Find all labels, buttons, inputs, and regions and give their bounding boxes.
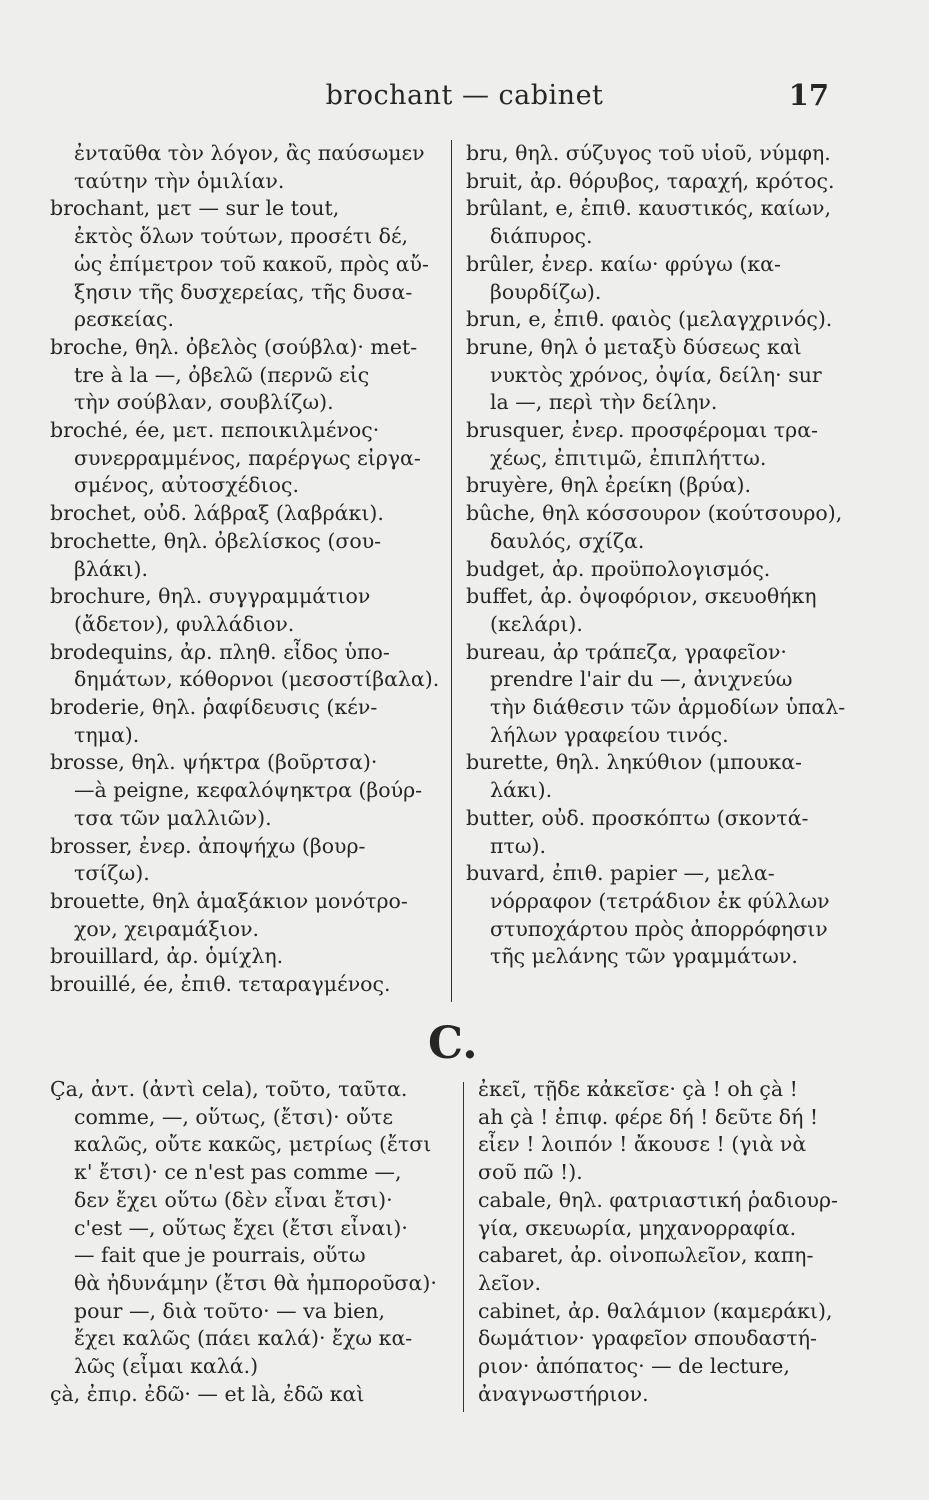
- entry-line: comme, —, οὕτως, (ἔτσι)· οὔτε: [74, 1104, 393, 1129]
- entry-line: (κελάρι).: [490, 611, 583, 636]
- entry-line: brune, θηλ ὁ μεταξὺ δύσεως καὶ: [466, 334, 802, 359]
- entry-line: brûlant, e, ἐπιθ. καυστικός, καίων,: [466, 196, 831, 221]
- entry-line: budget, ἀρ. προϋπολογισμός.: [466, 556, 771, 581]
- entry-line: brochette, θηλ. ὀβελίσκος (σου-: [50, 528, 382, 553]
- entry-line: buffet, ἀρ. ὀψοφόριον, σκευοθήκη: [466, 584, 817, 609]
- entry-line: συνερραμμένος, παρέργως εἰργα-: [74, 445, 421, 470]
- entry-line: στυποχάρτου πρὸς ἀπορρόφησιν: [490, 916, 828, 941]
- entry-line: σμένος, αὐτοσχέδιος.: [74, 473, 299, 498]
- entry-line: χέως, ἐπιτιμῶ, ἐπιπλήττω.: [490, 445, 767, 470]
- entry-line: δωμάτιον· γραφεῖον σπουδαστή-: [478, 1326, 817, 1351]
- entry-line: εἶεν ! λοιπόν ! ἄκουσε ! (γιὰ νὰ: [478, 1132, 807, 1157]
- entry-line: σοῦ πῶ !).: [478, 1160, 583, 1185]
- entry-line: brouillé, ée, ἐπιθ. τεταραγμένος.: [50, 972, 391, 997]
- entry-line: brusquer, ἐνερ. προσφέρομαι τρα-: [466, 418, 818, 443]
- entry-line: brochure, θηλ. συγγραμμάτιον: [50, 584, 371, 609]
- entry-line: brochant, μετ — sur le tout,: [50, 196, 340, 221]
- entry-line: δημάτων, κόθορνοι (μεσοστίβαλα).: [74, 667, 440, 692]
- entry-line: ἐκεῖ, τῇδε κἀκεῖσε· çà ! oh çà !: [478, 1077, 798, 1101]
- entry-line: broché, ée, μετ. πεποικιλμένος·: [50, 418, 380, 443]
- entry-line: βουρδίζω).: [490, 279, 602, 304]
- entry-line: τῆς μελάνης τῶν γραμμάτων.: [490, 944, 798, 969]
- entry-line: brodequins, ἀρ. πληθ. εἶδος ὑπο-: [50, 639, 390, 664]
- entry-line: βλάκι).: [74, 556, 149, 581]
- dictionary-column-right-top: [466, 140, 876, 971]
- entry-line: ἀναγνωστήριον.: [478, 1381, 649, 1406]
- entry-line: κ' ἔτσι)· ce n'est pas comme —,: [74, 1160, 402, 1185]
- entry-line: la —, περὶ τὴν δείλην.: [490, 390, 718, 415]
- entry-line: cabaret, ἀρ. οἰνοπωλεῖον, καπη-: [478, 1243, 814, 1268]
- entry-line: bruyère, θηλ ἐρείκη (βρύα).: [466, 473, 751, 498]
- entry-line: χον, χειραμάξιον.: [74, 916, 260, 941]
- entry-line: ξησιν τῆς δυσχερείας, τῆς δυσα-: [74, 279, 413, 304]
- section-letter: C.: [428, 1018, 478, 1069]
- entry-line: πτω).: [490, 833, 547, 858]
- dictionary-column-left-bottom: [50, 1076, 445, 1408]
- entry-line: Ça, ἀντ. (ἀντὶ cela), τοῦτο, ταῦτα.: [50, 1077, 408, 1101]
- entry-line: brûler, ἐνερ. καίω· φρύγω (κα-: [466, 251, 781, 276]
- entry-line: brouillard, ἀρ. ὁμίχλη.: [50, 944, 284, 969]
- entry-line: ah çà ! ἐπιφ. φέρε δή ! δεῦτε δή !: [478, 1104, 819, 1129]
- entry-line: brosse, θηλ. ψήκτρα (βοῦρτσα)·: [50, 750, 378, 775]
- entry-line: λῶς (εἶμαι καλά.): [74, 1354, 259, 1379]
- entry-line: λάκι).: [490, 778, 553, 803]
- entry-line: prendre l'air du —, ἀνιχνεύω: [490, 667, 793, 692]
- page-header: [0, 78, 929, 118]
- dictionary-column-right-bottom: [478, 1076, 878, 1408]
- entry-line: brochet, οὐδ. λάβραξ (λαβράκι).: [50, 501, 384, 526]
- running-head: brochant — cabinet: [325, 80, 604, 111]
- entry-line: ταύτην τὴν ὁμιλίαν.: [74, 168, 285, 193]
- entry-line: cabale, θηλ. φατριαστική ῥαδιουρ-: [478, 1187, 838, 1212]
- entry-line: τὴν σούβλαν, σουβλίζω).: [74, 390, 334, 415]
- entry-line: δαυλός, σχίζα.: [490, 528, 645, 553]
- entry-line: λεῖον.: [478, 1270, 541, 1295]
- entry-line: λήλων γραφείου τινός.: [490, 722, 729, 747]
- column-divider-top: [451, 140, 452, 1002]
- entry-line: burette, θηλ. ληκύθιον (μπουκα-: [466, 750, 802, 775]
- entry-line: brouette, θηλ ἁμαξάκιον μονότρο-: [50, 888, 408, 913]
- entry-line: τσίζω).: [74, 861, 150, 886]
- entry-line: bru, θηλ. σύζυγος τοῦ υἱοῦ, νύμφη.: [466, 141, 831, 165]
- entry-line: τσα τῶν μαλλιῶν).: [74, 805, 272, 830]
- entry-line: γία, σκευωρία, μηχανορραφία.: [478, 1215, 797, 1240]
- entry-line: ἔχει καλῶς (πάει καλά)· ἔχω κα-: [74, 1326, 413, 1351]
- page-number: 17: [788, 78, 829, 112]
- entry-line: broderie, θηλ. ῥαφίδευσις (κέν-: [50, 695, 378, 720]
- entry-line: ἐκτὸς ὅλων τούτων, προσέτι δέ,: [74, 224, 409, 249]
- entry-line: νυκτὸς χρόνος, ὀψία, δείλη· sur: [490, 362, 822, 387]
- entry-line: ρεσκείας.: [74, 307, 174, 332]
- entry-line: bureau, ἀρ τράπεζα, γραφεῖον·: [466, 639, 787, 664]
- entry-line: tre à la —, ὀβελῶ (περνῶ εἰς: [74, 362, 370, 387]
- entry-line: καλῶς, οὔτε κακῶς, μετρίως (ἔτσι: [74, 1132, 432, 1157]
- entry-line: διάπυρος.: [490, 224, 593, 249]
- entry-line: brosser, ἐνερ. ἀποψήχω (βουρ-: [50, 833, 366, 858]
- entry-line: brun, e, ἐπιθ. φαιὸς (μελαγχρινός).: [466, 307, 833, 332]
- entry-line: ριον· ἀπόπατος· — de lecture,: [478, 1354, 790, 1379]
- dictionary-column-left-top: [50, 140, 440, 999]
- entry-line: — fait que je pourrais, οὕτω: [74, 1243, 366, 1268]
- entry-line: τημα).: [74, 722, 140, 747]
- entry-line: θὰ ἠδυνάμην (ἔτσι θὰ ἠμποροῦσα)·: [74, 1270, 437, 1295]
- entry-line: νόρραφον (τετράδιον ἐκ φύλλων: [490, 888, 830, 913]
- column-divider-bottom: [463, 1082, 464, 1412]
- entry-line: butter, οὐδ. προσκόπτω (σκοντά-: [466, 805, 809, 830]
- entry-line: ἐνταῦθα τὸν λόγον, ἂς παύσωμεν: [74, 141, 425, 165]
- entry-line: bruit, ἀρ. θόρυβος, ταραχή, κρότος.: [466, 168, 835, 193]
- entry-line: pour —, διὰ τοῦτο· — va bien,: [74, 1298, 385, 1323]
- entry-line: buvard, ἐπιθ. papier —, μελα-: [466, 861, 775, 886]
- entry-line: broche, θηλ. ὀβελὸς (σούβλα)· met-: [50, 334, 418, 359]
- entry-line: çà, ἐπιρ. ἐδῶ· — et là, ἐδῶ καὶ: [50, 1381, 365, 1406]
- entry-line: (ἄδετον), φυλλάδιον.: [74, 611, 295, 636]
- entry-line: τὴν διάθεσιν τῶν ἁρμοδίων ὑπαλ-: [490, 695, 846, 720]
- entry-line: cabinet, ἀρ. θαλάμιον (καμεράκι),: [478, 1298, 833, 1323]
- entry-line: c'est —, οὕτως ἔχει (ἔτσι εἶναι)·: [74, 1215, 408, 1240]
- entry-line: δεν ἔχει οὕτω (δὲν εἶναι ἔτσι)·: [74, 1187, 393, 1212]
- entry-line: —à peigne, κεφαλόψηκτρα (βούρ-: [74, 778, 423, 803]
- entry-line: ὡς ἐπίμετρον τοῦ κακοῦ, πρὸς αὔ-: [74, 251, 429, 276]
- entry-line: bûche, θηλ κόσσουρον (κούτσουρο),: [466, 501, 843, 526]
